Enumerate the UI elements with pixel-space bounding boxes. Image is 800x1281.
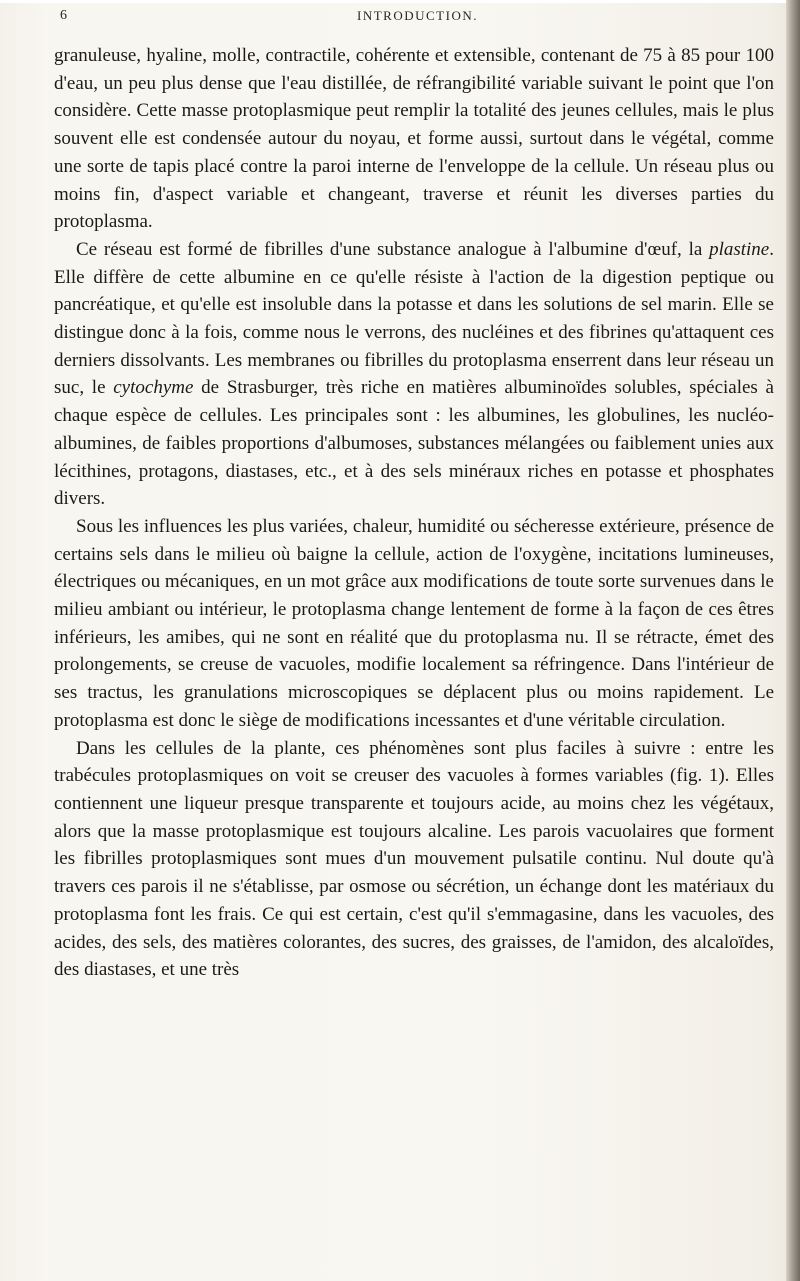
page-header: [60, 6, 775, 28]
text-segment: de Strasburger, très riche en matières albuminoïdes solubles, spéciales à chaque espèce de cellules. Les principales sont : les albumines, les globulines, les nucléo-albumines, de faibles proportions d'albumoses, substances mélangées ou faiblement unies aux lécithines, protagons, diastases, etc., et à des sels minéraux riches en potasse et phosphates divers.: [54, 377, 774, 510]
paragraph: [54, 735, 774, 984]
page-binding-edge: [786, 0, 800, 1281]
text-segment: . Elle diffère de cette albumine en ce qu'elle résiste à l'action de la digestion peptique ou pancréatique, et qu'elle est insoluble dans la potasse et dans les solutions de sel marin. Elle se distingue donc à la fois, comme nous le verrons, des nucléines et des fibrines qu'attaquent ces derniers dissolvants. Les membranes ou fibrilles du protoplasma enserrent dans leur réseau un suc, le: [54, 238, 774, 399]
text-segment: Ce réseau est formé de fibrilles d'une substance analogue à l'albumine d'œuf, la: [76, 238, 710, 260]
running-head: INTRODUCTION.: [357, 8, 478, 23]
text-segment: Sous les influences les plus variées, chaleur, humidité ou sécheresse extérieure, présence de certains sels dans le milieu où baigne la cellule, action de l'oxygène, incitations lumineuses, électriques ou mécaniques, en un mot grâce aux modifications de toute sorte survenues dans le milieu ambiant ou intérieur, le protoplasma change lentement de forme à la façon de ces êtres inférieurs, les amibes, qui ne sont en réalité que du protoplasma nu. Il se rétracte, émet des prolongements, se creuse de vacuoles, modifie localement sa réfringence. Dans l'intérieur de ses tractus, les granulations microscopiques se déplacent plus ou moins rapidement. Le protoplasma est donc le siège de modifications incessantes et d'une véritable circulation.: [54, 515, 774, 731]
paragraph: [54, 236, 774, 513]
text-segment: Dans les cellules de la plante, ces phénomènes sont plus faciles à suivre : entre les trabécules protoplasmiques on voit se creuser des vacuoles à formes variables (fig. 1). Elles contiennent une liqueur presque transparente et toujours acide, au moins chez les végétaux, alors que la masse protoplasmique est toujours alcaline. Les parois vacuolaires que forment les fibrilles protoplasmiques sont mues d'un mouvement pulsatile continu. Nul doute qu'à travers ces parois il ne s'établisse, par osmose ou sécrétion, un échange dont les matériaux du protoplasma font les frais. Ce qui est certain, c'est qu'il s'emmagasine, dans les vacuoles, des acides, des sels, des matières colorantes, des sucres, des graisses, de l'amidon, des alcaloïdes, des diastases, et une très: [54, 737, 774, 981]
term-plastine: plastine: [709, 238, 770, 260]
page-number: 6: [60, 8, 67, 23]
text-segment: granuleuse, hyaline, molle, contractile, cohérente et extensible, contenant de 75 à 85 pour 100 d'eau, un peu plus dense que l'eau distillée, de réfrangibilité variable suivant le point que l'on considère. Cette masse protoplasmique peut remplir la totalité des jeunes cellules, mais le plus souvent elle est condensée autour du noyau, et forme aussi, surtout dans le végétal, comme une sorte de tapis placé contre la paroi interne de l'enveloppe de la cellule. Un réseau plus ou moins fin, d'aspect variable et changeant, traverse et réunit les diverses parties du protoplasma.: [54, 45, 774, 233]
paragraph: [54, 42, 774, 236]
body-text: [54, 42, 774, 984]
term-cytochyme: cytochyme: [113, 377, 194, 399]
page-top-edge: [0, 0, 800, 3]
paragraph: [54, 513, 774, 735]
